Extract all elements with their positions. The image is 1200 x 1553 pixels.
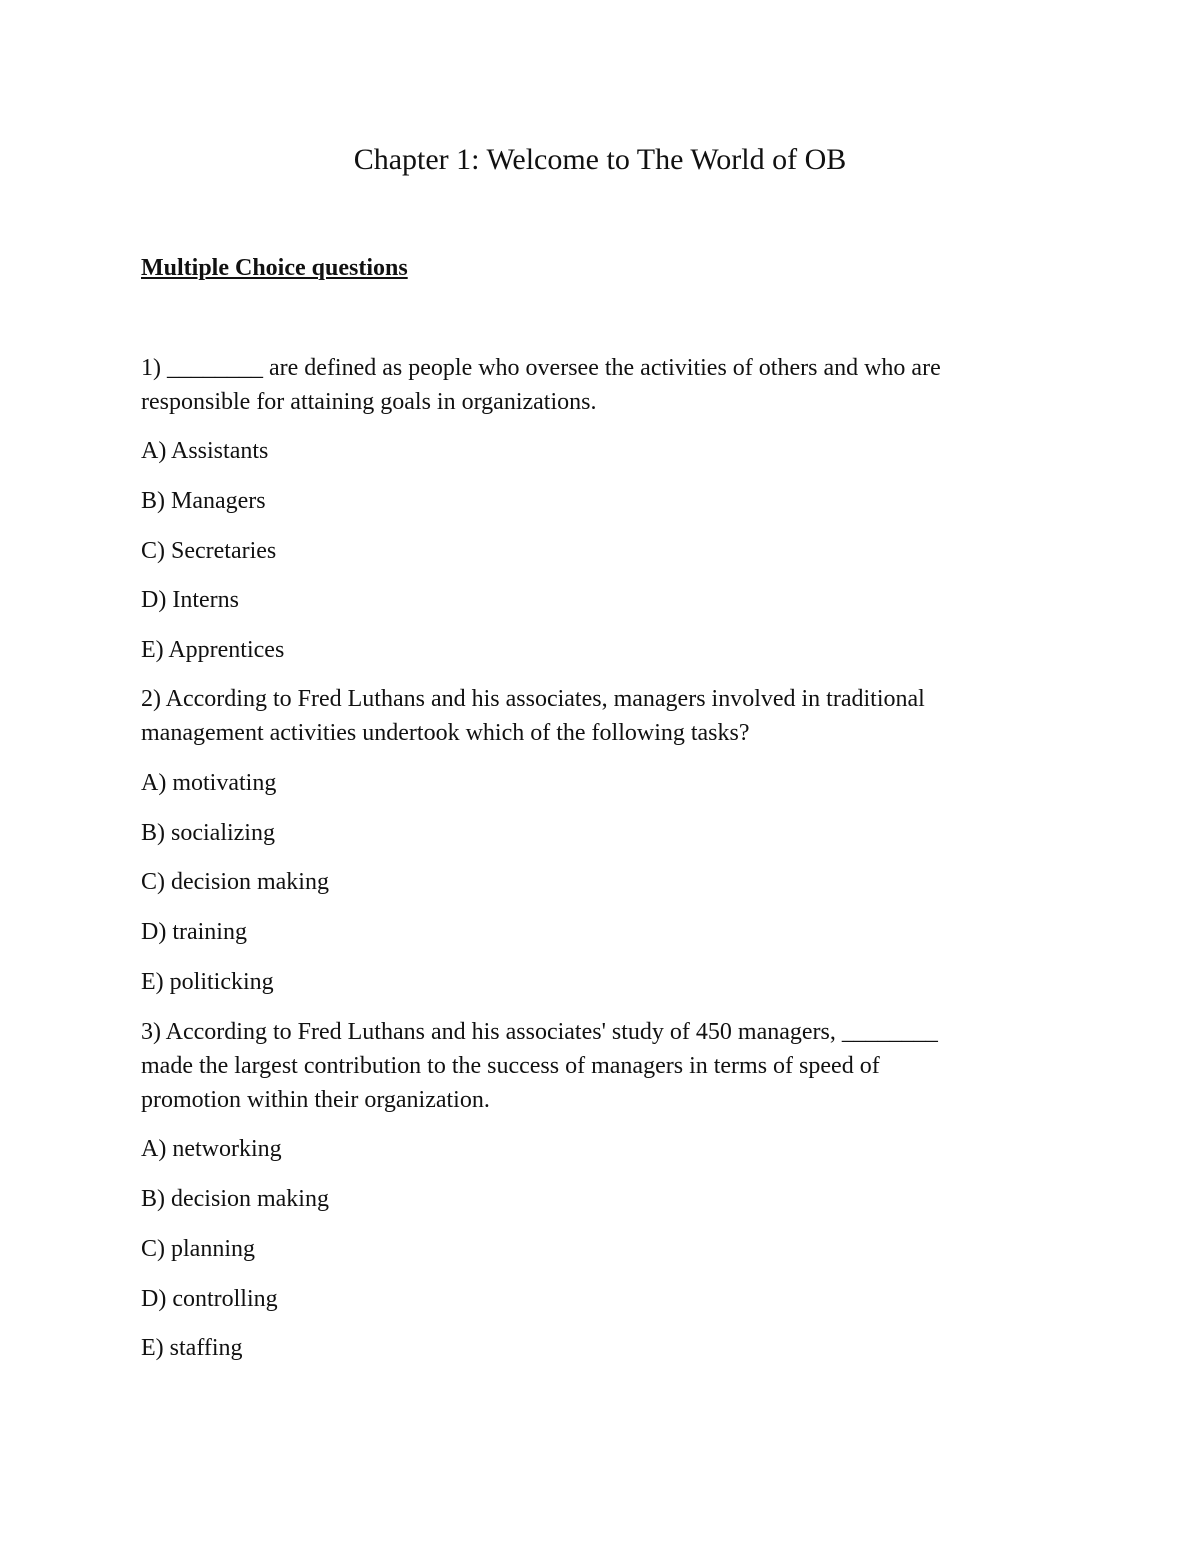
question-text-line: management activities undertook which of the following tasks?: [141, 720, 750, 746]
answer-option: C) planning: [141, 1236, 255, 1262]
answer-option: A) networking: [141, 1136, 282, 1162]
answer-option: B) socializing: [141, 820, 275, 846]
answer-option: D) Interns: [141, 587, 239, 613]
question-text-line: 1) ________ are defined as people who oversee the activities of others and who are: [141, 355, 941, 381]
question-text-line: 2) According to Fred Luthans and his associates, managers involved in traditional: [141, 686, 925, 712]
section-heading: Multiple Choice questions: [141, 255, 408, 281]
answer-option: B) decision making: [141, 1186, 329, 1212]
answer-option: D) training: [141, 919, 247, 945]
question-text-line: made the largest contribution to the success of managers in terms of speed of: [141, 1053, 880, 1079]
document-title: Chapter 1: Welcome to The World of OB: [353, 143, 847, 176]
answer-option: E) Apprentices: [141, 637, 285, 663]
answer-option: C) Secretaries: [141, 538, 277, 564]
answer-option: C) decision making: [141, 869, 329, 895]
answer-option: A) motivating: [141, 770, 277, 796]
question-text-line: promotion within their organization.: [141, 1087, 490, 1113]
answer-option: E) staffing: [141, 1335, 243, 1361]
question-text-line: 3) According to Fred Luthans and his associates' study of 450 managers, ________: [141, 1019, 938, 1045]
answer-option: E) politicking: [141, 969, 274, 995]
answer-option: B) Managers: [141, 488, 266, 514]
answer-option: A) Assistants: [141, 438, 269, 464]
answer-option: D) controlling: [141, 1286, 278, 1312]
question-text-line: responsible for attaining goals in organizations.: [141, 389, 597, 415]
